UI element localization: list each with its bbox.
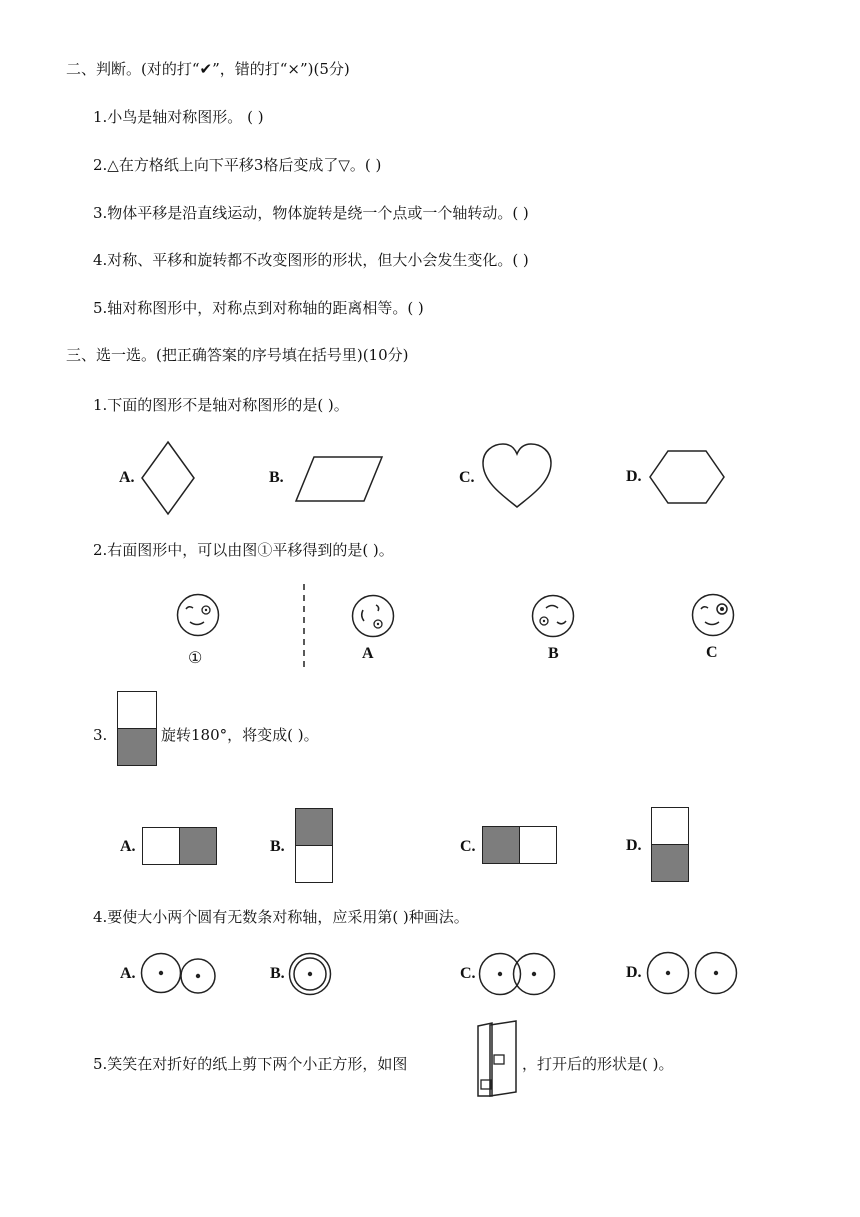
q3-d-top-white	[651, 807, 689, 845]
parallelogram-shape	[294, 455, 384, 503]
q1-text: 1.下面的图形不是轴对称图形的是( )。	[93, 396, 349, 414]
q2-text: 2.右面图形中，可以由图①平移得到的是( )。	[93, 541, 394, 559]
section2-heading: 二、判断。(对的打“✔”，错的打“×”)(5分)	[66, 60, 350, 78]
q2-option-a-label: A	[362, 645, 374, 662]
circles-option-d	[646, 950, 740, 996]
q1-option-a-label: A.	[119, 469, 135, 486]
circles-option-a	[140, 951, 220, 997]
section3-heading: 三、选一选。(把正确答案的序号填在括号里)(10分)	[66, 346, 409, 364]
q3-b-top-gray	[295, 808, 333, 846]
judge-item-4: 4.对称、平移和旋转都不改变图形的形状，但大小会发生变化。( )	[93, 251, 529, 269]
q3-figure-top-white	[117, 691, 157, 729]
judge-item-2: 2.△在方格纸上向下平移3格后变成了▽。( )	[93, 156, 382, 174]
circles-option-b	[287, 951, 333, 997]
q2-option-c-label: C	[706, 644, 718, 661]
q3-a-left-white	[142, 827, 180, 865]
q4-option-a-label: A.	[120, 965, 136, 982]
judge-item-5: 5.轴对称图形中，对称点到对称轴的距离相等。( )	[93, 299, 424, 317]
q4-option-c-label: C.	[460, 965, 476, 982]
q3-text: 旋转180°，将变成( )。	[161, 726, 319, 744]
q3-number: 3.	[93, 726, 108, 744]
face-option-c	[691, 593, 735, 637]
dashed-divider	[302, 584, 306, 668]
rhombus-shape	[140, 440, 196, 516]
face-option-a	[351, 594, 395, 638]
q3-a-right-gray	[179, 827, 217, 865]
judge-item-1: 1.小鸟是轴对称图形。 ( )	[93, 108, 264, 126]
q3-c-right-white	[519, 826, 557, 864]
judge-item-3: 3.物体平移是沿直线运动，物体旋转是绕一个点或一个轴转动。( )	[93, 204, 529, 222]
q3-option-a-label: A.	[120, 838, 136, 855]
q3-b-bottom-white	[295, 845, 333, 883]
q2-option-b-label: B	[548, 645, 559, 662]
q5-text-before: 5.笑笑在对折好的纸上剪下两个小正方形，如图	[93, 1055, 408, 1073]
q3-option-d-label: D.	[626, 837, 642, 854]
face-option-b	[531, 594, 575, 638]
q1-option-d-label: D.	[626, 468, 642, 485]
q4-text: 4.要使大小两个圆有无数条对称轴，应采用第( )种画法。	[93, 908, 469, 926]
circles-option-c	[478, 951, 558, 997]
q3-option-b-label: B.	[270, 838, 285, 855]
q3-option-c-label: C.	[460, 838, 476, 855]
q5-text-after: ，打开后的形状是( )。	[522, 1055, 674, 1073]
face-figure-1	[176, 593, 220, 637]
q3-figure-bottom-gray	[117, 728, 157, 766]
q2-figure-1-label: ①	[188, 648, 203, 667]
q1-option-b-label: B.	[269, 469, 284, 486]
hexagon-shape	[648, 449, 726, 505]
q3-d-bottom-gray	[651, 844, 689, 882]
folded-paper-figure	[476, 1020, 518, 1098]
q4-option-b-label: B.	[270, 965, 285, 982]
q1-option-c-label: C.	[459, 469, 475, 486]
q4-option-d-label: D.	[626, 964, 642, 981]
heart-shape	[481, 443, 553, 509]
q3-c-left-gray	[482, 826, 520, 864]
